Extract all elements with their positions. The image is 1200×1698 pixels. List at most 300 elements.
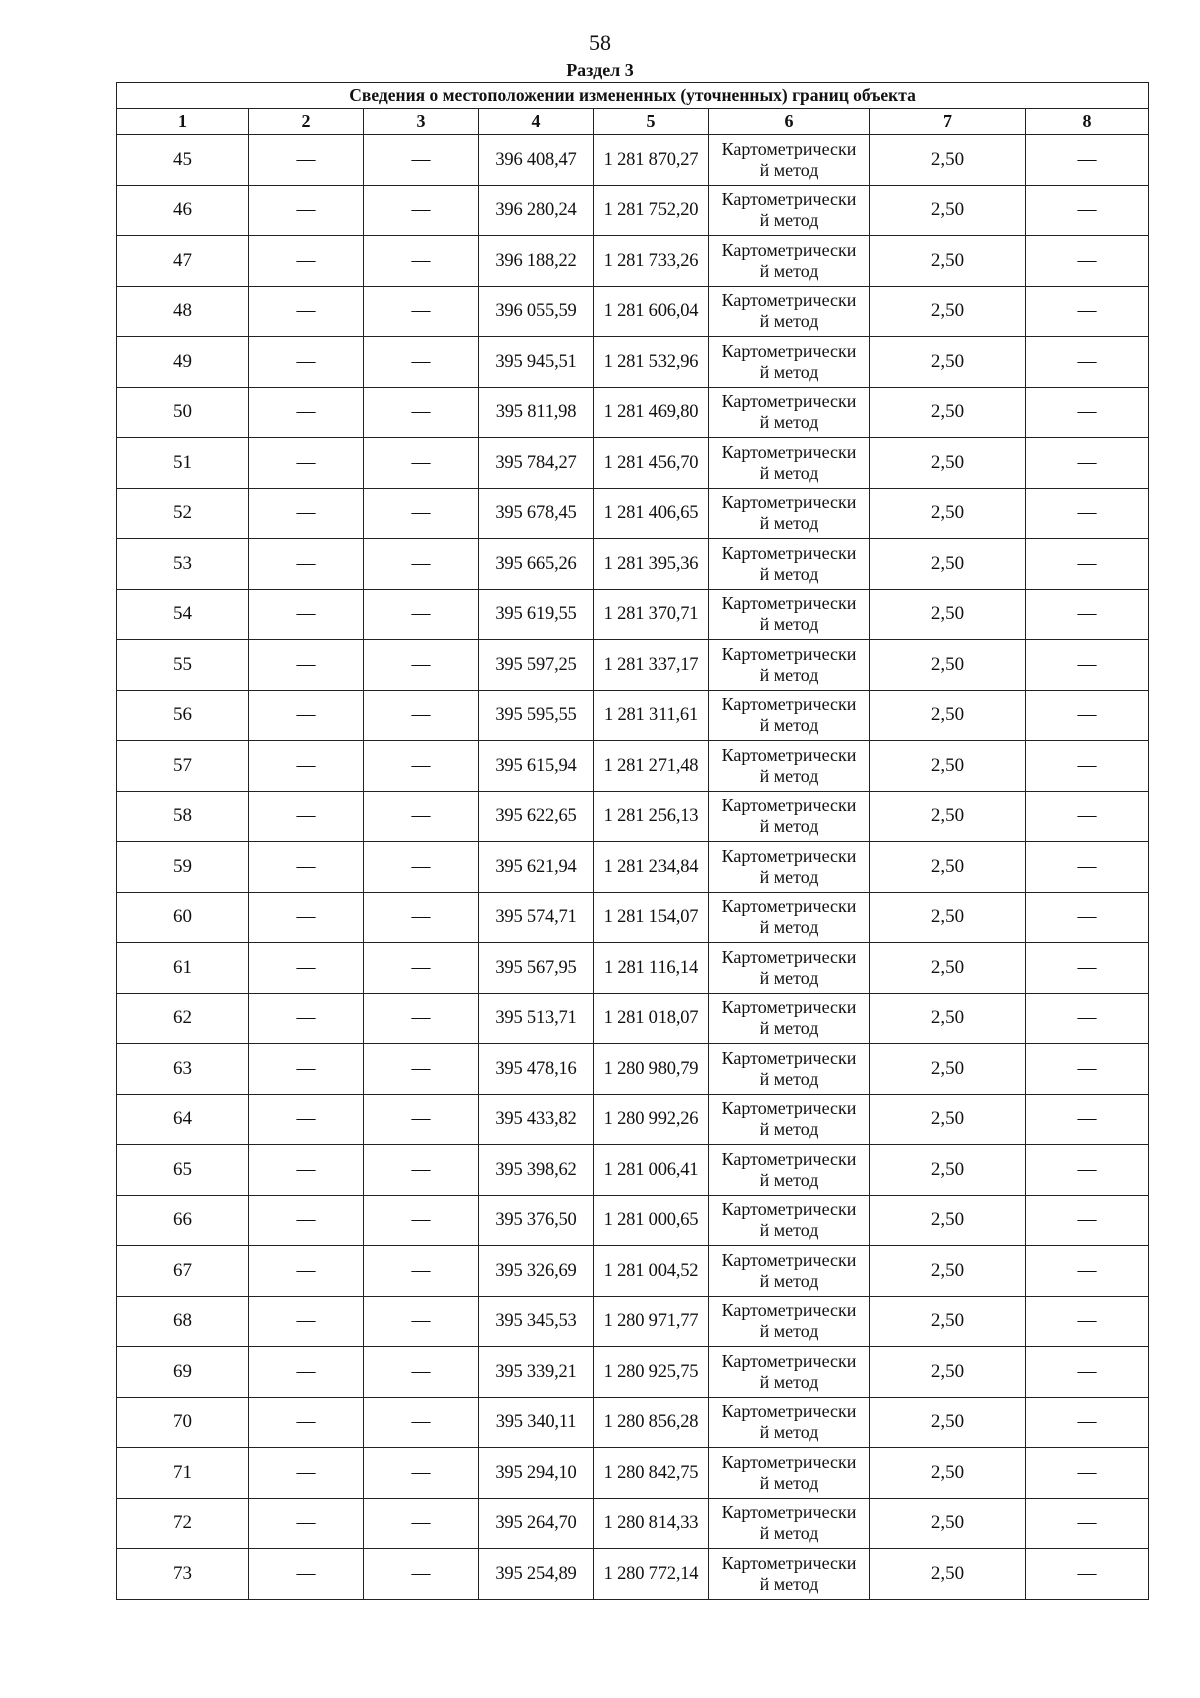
empty-dash-cell: — bbox=[364, 892, 479, 943]
table-row bbox=[117, 1296, 1149, 1347]
empty-dash-cell: — bbox=[1026, 1094, 1149, 1145]
coordinate-x: 395 595,55 bbox=[479, 690, 594, 741]
coordinate-y: 1 281 116,14 bbox=[594, 943, 709, 994]
table-row bbox=[117, 286, 1149, 337]
method-cell bbox=[709, 1195, 870, 1246]
table-row bbox=[117, 892, 1149, 943]
method-line-1: Картометрически bbox=[721, 1300, 857, 1321]
table-caption-row bbox=[117, 83, 1149, 109]
empty-dash-cell: — bbox=[364, 488, 479, 539]
method-cell bbox=[709, 1246, 870, 1297]
table-row bbox=[117, 539, 1149, 590]
empty-dash-cell: — bbox=[1026, 993, 1149, 1044]
point-number: 59 bbox=[117, 842, 249, 893]
method-line-2: й метод bbox=[759, 866, 819, 887]
coordinate-x: 396 280,24 bbox=[479, 185, 594, 236]
coordinate-y: 1 280 772,14 bbox=[594, 1549, 709, 1600]
table-row bbox=[117, 993, 1149, 1044]
method-line-1: Картометрически bbox=[721, 441, 857, 462]
coordinate-y: 1 280 842,75 bbox=[594, 1448, 709, 1499]
empty-dash-cell: — bbox=[1026, 842, 1149, 893]
empty-dash-cell: — bbox=[249, 690, 364, 741]
empty-dash-cell: — bbox=[364, 690, 479, 741]
method-line-1: Картометрически bbox=[721, 1350, 857, 1371]
method-line-1: Картометрически bbox=[721, 1148, 857, 1169]
method-line-2: й метод bbox=[759, 260, 819, 281]
empty-dash-cell: — bbox=[364, 1195, 479, 1246]
table-row bbox=[117, 387, 1149, 438]
empty-dash-cell: — bbox=[249, 640, 364, 691]
coordinate-x: 395 597,25 bbox=[479, 640, 594, 691]
method-line-1: Картометрически bbox=[721, 340, 857, 361]
coordinate-y: 1 281 456,70 bbox=[594, 438, 709, 489]
method-line-2: й метод bbox=[759, 563, 819, 584]
coordinate-x: 395 376,50 bbox=[479, 1195, 594, 1246]
point-number: 52 bbox=[117, 488, 249, 539]
empty-dash-cell: — bbox=[249, 791, 364, 842]
empty-dash-cell: — bbox=[1026, 741, 1149, 792]
table-body bbox=[117, 135, 1149, 1600]
empty-dash-cell: — bbox=[1026, 1448, 1149, 1499]
table-row bbox=[117, 1094, 1149, 1145]
empty-dash-cell: — bbox=[1026, 1145, 1149, 1196]
point-number: 62 bbox=[117, 993, 249, 1044]
accuracy-value: 2,50 bbox=[870, 1296, 1026, 1347]
table-row bbox=[117, 1448, 1149, 1499]
coordinate-x: 395 433,82 bbox=[479, 1094, 594, 1145]
accuracy-value: 2,50 bbox=[870, 438, 1026, 489]
empty-dash-cell: — bbox=[364, 842, 479, 893]
empty-dash-cell: — bbox=[249, 236, 364, 287]
empty-dash-cell: — bbox=[249, 1498, 364, 1549]
coordinate-y: 1 281 154,07 bbox=[594, 892, 709, 943]
method-line-2: й метод bbox=[759, 664, 819, 685]
column-number-row bbox=[117, 109, 1149, 135]
method-line-1: Картометрически bbox=[721, 694, 857, 715]
coordinate-y: 1 281 532,96 bbox=[594, 337, 709, 388]
method-line-1: Картометрически bbox=[721, 1199, 857, 1220]
coordinate-x: 395 665,26 bbox=[479, 539, 594, 590]
accuracy-value: 2,50 bbox=[870, 589, 1026, 640]
method-line-1: Картометрически bbox=[721, 138, 857, 159]
table-row bbox=[117, 690, 1149, 741]
accuracy-value: 2,50 bbox=[870, 1195, 1026, 1246]
method-cell bbox=[709, 1094, 870, 1145]
empty-dash-cell: — bbox=[249, 1044, 364, 1095]
empty-dash-cell: — bbox=[364, 1448, 479, 1499]
coordinate-y: 1 280 971,77 bbox=[594, 1296, 709, 1347]
method-line-1: Картометрически bbox=[721, 1502, 857, 1523]
coordinate-x: 395 615,94 bbox=[479, 741, 594, 792]
empty-dash-cell: — bbox=[249, 1397, 364, 1448]
coordinate-y: 1 281 018,07 bbox=[594, 993, 709, 1044]
column-number: 3 bbox=[364, 109, 479, 135]
empty-dash-cell: — bbox=[1026, 337, 1149, 388]
coordinate-x: 395 254,89 bbox=[479, 1549, 594, 1600]
accuracy-value: 2,50 bbox=[870, 1145, 1026, 1196]
coordinate-y: 1 281 752,20 bbox=[594, 185, 709, 236]
point-number: 72 bbox=[117, 1498, 249, 1549]
method-line-1: Картометрически bbox=[721, 1047, 857, 1068]
coordinate-x: 395 621,94 bbox=[479, 842, 594, 893]
coordinate-y: 1 281 256,13 bbox=[594, 791, 709, 842]
method-line-1: Картометрически bbox=[721, 643, 857, 664]
empty-dash-cell: — bbox=[249, 135, 364, 186]
table-row bbox=[117, 1397, 1149, 1448]
coordinate-x: 396 055,59 bbox=[479, 286, 594, 337]
point-number: 54 bbox=[117, 589, 249, 640]
point-number: 48 bbox=[117, 286, 249, 337]
coordinate-x: 395 513,71 bbox=[479, 993, 594, 1044]
coordinate-y: 1 281 000,65 bbox=[594, 1195, 709, 1246]
coordinate-x: 395 340,11 bbox=[479, 1397, 594, 1448]
empty-dash-cell: — bbox=[1026, 1044, 1149, 1095]
coordinate-y: 1 280 925,75 bbox=[594, 1347, 709, 1398]
method-line-2: й метод bbox=[759, 1068, 819, 1089]
coordinate-y: 1 281 870,27 bbox=[594, 135, 709, 186]
point-number: 53 bbox=[117, 539, 249, 590]
method-cell bbox=[709, 741, 870, 792]
table-row bbox=[117, 1246, 1149, 1297]
accuracy-value: 2,50 bbox=[870, 640, 1026, 691]
column-number: 1 bbox=[117, 109, 249, 135]
empty-dash-cell: — bbox=[249, 842, 364, 893]
coordinate-y: 1 281 311,61 bbox=[594, 690, 709, 741]
empty-dash-cell: — bbox=[364, 387, 479, 438]
table-row bbox=[117, 791, 1149, 842]
empty-dash-cell: — bbox=[249, 185, 364, 236]
empty-dash-cell: — bbox=[1026, 589, 1149, 640]
empty-dash-cell: — bbox=[249, 741, 364, 792]
table-row bbox=[117, 1347, 1149, 1398]
method-line-2: й метод bbox=[759, 1523, 819, 1544]
method-line-1: Картометрически bbox=[721, 1401, 857, 1422]
empty-dash-cell: — bbox=[249, 488, 364, 539]
accuracy-value: 2,50 bbox=[870, 791, 1026, 842]
coordinate-x: 395 678,45 bbox=[479, 488, 594, 539]
method-cell bbox=[709, 1296, 870, 1347]
empty-dash-cell: — bbox=[1026, 488, 1149, 539]
method-line-2: й метод bbox=[759, 765, 819, 786]
coordinate-x: 395 784,27 bbox=[479, 438, 594, 489]
method-line-1: Картометрически bbox=[721, 391, 857, 412]
coordinate-x: 395 622,65 bbox=[479, 791, 594, 842]
method-cell bbox=[709, 286, 870, 337]
empty-dash-cell: — bbox=[249, 993, 364, 1044]
empty-dash-cell: — bbox=[249, 892, 364, 943]
method-line-1: Картометрически bbox=[721, 1098, 857, 1119]
empty-dash-cell: — bbox=[1026, 1296, 1149, 1347]
accuracy-value: 2,50 bbox=[870, 236, 1026, 287]
method-cell bbox=[709, 791, 870, 842]
method-line-1: Картометрически bbox=[721, 593, 857, 614]
coordinate-x: 395 619,55 bbox=[479, 589, 594, 640]
method-cell bbox=[709, 185, 870, 236]
empty-dash-cell: — bbox=[364, 1498, 479, 1549]
empty-dash-cell: — bbox=[1026, 438, 1149, 489]
empty-dash-cell: — bbox=[1026, 943, 1149, 994]
accuracy-value: 2,50 bbox=[870, 185, 1026, 236]
method-line-1: Картометрически bbox=[721, 744, 857, 765]
coordinate-y: 1 281 006,41 bbox=[594, 1145, 709, 1196]
accuracy-value: 2,50 bbox=[870, 1246, 1026, 1297]
method-cell bbox=[709, 690, 870, 741]
table-row bbox=[117, 589, 1149, 640]
accuracy-value: 2,50 bbox=[870, 1347, 1026, 1398]
coordinate-y: 1 280 992,26 bbox=[594, 1094, 709, 1145]
empty-dash-cell: — bbox=[364, 438, 479, 489]
accuracy-value: 2,50 bbox=[870, 1549, 1026, 1600]
empty-dash-cell: — bbox=[249, 1448, 364, 1499]
method-cell bbox=[709, 1397, 870, 1448]
method-cell bbox=[709, 539, 870, 590]
empty-dash-cell: — bbox=[364, 1246, 479, 1297]
empty-dash-cell: — bbox=[1026, 1549, 1149, 1600]
empty-dash-cell: — bbox=[1026, 135, 1149, 186]
accuracy-value: 2,50 bbox=[870, 842, 1026, 893]
empty-dash-cell: — bbox=[364, 791, 479, 842]
method-line-1: Картометрически bbox=[721, 795, 857, 816]
method-cell bbox=[709, 1448, 870, 1499]
method-cell bbox=[709, 337, 870, 388]
method-cell bbox=[709, 943, 870, 994]
point-number: 66 bbox=[117, 1195, 249, 1246]
method-line-2: й метод bbox=[759, 311, 819, 332]
empty-dash-cell: — bbox=[1026, 1347, 1149, 1398]
method-line-1: Картометрически bbox=[721, 896, 857, 917]
column-number: 6 bbox=[709, 109, 870, 135]
method-cell bbox=[709, 1498, 870, 1549]
empty-dash-cell: — bbox=[364, 640, 479, 691]
table-row bbox=[117, 236, 1149, 287]
method-line-2: й метод bbox=[759, 614, 819, 635]
point-number: 56 bbox=[117, 690, 249, 741]
table-caption: Сведения о местоположении измененных (уточненных) границ объекта bbox=[117, 83, 1149, 109]
table-row bbox=[117, 943, 1149, 994]
method-line-2: й метод bbox=[759, 967, 819, 988]
empty-dash-cell: — bbox=[249, 337, 364, 388]
method-line-2: й метод bbox=[759, 917, 819, 938]
empty-dash-cell: — bbox=[364, 1347, 479, 1398]
accuracy-value: 2,50 bbox=[870, 892, 1026, 943]
empty-dash-cell: — bbox=[249, 438, 364, 489]
empty-dash-cell: — bbox=[1026, 185, 1149, 236]
method-cell bbox=[709, 488, 870, 539]
point-number: 46 bbox=[117, 185, 249, 236]
method-cell bbox=[709, 438, 870, 489]
accuracy-value: 2,50 bbox=[870, 993, 1026, 1044]
empty-dash-cell: — bbox=[1026, 236, 1149, 287]
table-row bbox=[117, 741, 1149, 792]
empty-dash-cell: — bbox=[364, 286, 479, 337]
coordinate-x: 395 345,53 bbox=[479, 1296, 594, 1347]
accuracy-value: 2,50 bbox=[870, 387, 1026, 438]
accuracy-value: 2,50 bbox=[870, 1044, 1026, 1095]
section-title: Раздел 3 bbox=[566, 60, 634, 80]
accuracy-value: 2,50 bbox=[870, 488, 1026, 539]
method-line-1: Картометрически bbox=[721, 997, 857, 1018]
coordinate-x: 395 339,21 bbox=[479, 1347, 594, 1398]
method-line-1: Картометрически bbox=[721, 239, 857, 260]
method-line-1: Картометрически bbox=[721, 946, 857, 967]
method-cell bbox=[709, 640, 870, 691]
column-number: 4 bbox=[479, 109, 594, 135]
method-line-1: Картометрически bbox=[721, 492, 857, 513]
empty-dash-cell: — bbox=[1026, 539, 1149, 590]
empty-dash-cell: — bbox=[1026, 791, 1149, 842]
empty-dash-cell: — bbox=[364, 337, 479, 388]
empty-dash-cell: — bbox=[1026, 1195, 1149, 1246]
point-number: 71 bbox=[117, 1448, 249, 1499]
point-number: 47 bbox=[117, 236, 249, 287]
column-number: 7 bbox=[870, 109, 1026, 135]
method-line-2: й метод bbox=[759, 715, 819, 736]
empty-dash-cell: — bbox=[364, 589, 479, 640]
accuracy-value: 2,50 bbox=[870, 943, 1026, 994]
table-row bbox=[117, 438, 1149, 489]
empty-dash-cell: — bbox=[364, 993, 479, 1044]
table-row bbox=[117, 488, 1149, 539]
method-cell bbox=[709, 589, 870, 640]
method-cell bbox=[709, 1347, 870, 1398]
coordinate-x: 395 398,62 bbox=[479, 1145, 594, 1196]
empty-dash-cell: — bbox=[364, 135, 479, 186]
point-number: 70 bbox=[117, 1397, 249, 1448]
method-line-1: Картометрически bbox=[721, 542, 857, 563]
table-row bbox=[117, 1498, 1149, 1549]
point-number: 49 bbox=[117, 337, 249, 388]
point-number: 50 bbox=[117, 387, 249, 438]
point-number: 57 bbox=[117, 741, 249, 792]
coordinate-y: 1 280 980,79 bbox=[594, 1044, 709, 1095]
method-line-2: й метод bbox=[759, 462, 819, 483]
method-line-2: й метод bbox=[759, 1573, 819, 1594]
coordinate-x: 395 567,95 bbox=[479, 943, 594, 994]
column-number: 2 bbox=[249, 109, 364, 135]
accuracy-value: 2,50 bbox=[870, 286, 1026, 337]
point-number: 58 bbox=[117, 791, 249, 842]
empty-dash-cell: — bbox=[249, 1347, 364, 1398]
method-line-2: й метод bbox=[759, 1321, 819, 1342]
empty-dash-cell: — bbox=[1026, 1397, 1149, 1448]
method-cell bbox=[709, 842, 870, 893]
empty-dash-cell: — bbox=[364, 185, 479, 236]
point-number: 69 bbox=[117, 1347, 249, 1398]
method-cell bbox=[709, 1549, 870, 1600]
column-number: 5 bbox=[594, 109, 709, 135]
table-row bbox=[117, 640, 1149, 691]
empty-dash-cell: — bbox=[249, 1549, 364, 1600]
method-cell bbox=[709, 892, 870, 943]
empty-dash-cell: — bbox=[249, 589, 364, 640]
method-line-2: й метод bbox=[759, 361, 819, 382]
table-row bbox=[117, 185, 1149, 236]
empty-dash-cell: — bbox=[364, 1549, 479, 1600]
coordinate-y: 1 281 395,36 bbox=[594, 539, 709, 590]
point-number: 51 bbox=[117, 438, 249, 489]
empty-dash-cell: — bbox=[249, 1094, 364, 1145]
empty-dash-cell: — bbox=[249, 943, 364, 994]
accuracy-value: 2,50 bbox=[870, 337, 1026, 388]
empty-dash-cell: — bbox=[1026, 387, 1149, 438]
method-line-1: Картометрически bbox=[721, 1451, 857, 1472]
empty-dash-cell: — bbox=[1026, 286, 1149, 337]
empty-dash-cell: — bbox=[1026, 640, 1149, 691]
point-number: 64 bbox=[117, 1094, 249, 1145]
method-line-2: й метод bbox=[759, 1371, 819, 1392]
method-line-2: й метод bbox=[759, 1220, 819, 1241]
coordinate-x: 395 264,70 bbox=[479, 1498, 594, 1549]
method-line-1: Картометрически bbox=[721, 1552, 857, 1573]
method-line-2: й метод bbox=[759, 513, 819, 534]
coordinate-x: 396 188,22 bbox=[479, 236, 594, 287]
empty-dash-cell: — bbox=[364, 1044, 479, 1095]
table-row bbox=[117, 135, 1149, 186]
method-line-1: Картометрически bbox=[721, 1249, 857, 1270]
point-number: 60 bbox=[117, 892, 249, 943]
empty-dash-cell: — bbox=[364, 1094, 479, 1145]
empty-dash-cell: — bbox=[249, 387, 364, 438]
method-line-2: й метод bbox=[759, 816, 819, 837]
coordinate-x: 395 811,98 bbox=[479, 387, 594, 438]
empty-dash-cell: — bbox=[249, 1195, 364, 1246]
empty-dash-cell: — bbox=[249, 1296, 364, 1347]
table-row bbox=[117, 1195, 1149, 1246]
method-line-2: й метод bbox=[759, 1472, 819, 1493]
method-line-2: й метод bbox=[759, 1119, 819, 1140]
table-row bbox=[117, 842, 1149, 893]
point-number: 73 bbox=[117, 1549, 249, 1600]
coordinate-y: 1 281 004,52 bbox=[594, 1246, 709, 1297]
coordinate-x: 395 478,16 bbox=[479, 1044, 594, 1095]
point-number: 61 bbox=[117, 943, 249, 994]
table-row bbox=[117, 1549, 1149, 1600]
method-line-2: й метод bbox=[759, 1018, 819, 1039]
method-cell bbox=[709, 993, 870, 1044]
coordinate-y: 1 281 370,71 bbox=[594, 589, 709, 640]
accuracy-value: 2,50 bbox=[870, 690, 1026, 741]
coordinate-x: 395 574,71 bbox=[479, 892, 594, 943]
method-line-1: Картометрически bbox=[721, 189, 857, 210]
point-number: 63 bbox=[117, 1044, 249, 1095]
method-cell bbox=[709, 236, 870, 287]
coordinate-x: 395 294,10 bbox=[479, 1448, 594, 1499]
empty-dash-cell: — bbox=[1026, 892, 1149, 943]
coordinate-x: 395 326,69 bbox=[479, 1246, 594, 1297]
accuracy-value: 2,50 bbox=[870, 1397, 1026, 1448]
empty-dash-cell: — bbox=[249, 286, 364, 337]
empty-dash-cell: — bbox=[1026, 690, 1149, 741]
method-line-2: й метод bbox=[759, 210, 819, 231]
coordinate-x: 396 408,47 bbox=[479, 135, 594, 186]
method-cell bbox=[709, 1044, 870, 1095]
point-number: 68 bbox=[117, 1296, 249, 1347]
point-number: 45 bbox=[117, 135, 249, 186]
empty-dash-cell: — bbox=[249, 539, 364, 590]
table-row bbox=[117, 1044, 1149, 1095]
accuracy-value: 2,50 bbox=[870, 539, 1026, 590]
accuracy-value: 2,50 bbox=[870, 1498, 1026, 1549]
coordinate-y: 1 281 733,26 bbox=[594, 236, 709, 287]
accuracy-value: 2,50 bbox=[870, 741, 1026, 792]
coordinate-y: 1 281 271,48 bbox=[594, 741, 709, 792]
method-cell bbox=[709, 135, 870, 186]
empty-dash-cell: — bbox=[249, 1145, 364, 1196]
method-cell bbox=[709, 387, 870, 438]
empty-dash-cell: — bbox=[364, 539, 479, 590]
empty-dash-cell: — bbox=[249, 1246, 364, 1297]
coordinate-y: 1 281 337,17 bbox=[594, 640, 709, 691]
